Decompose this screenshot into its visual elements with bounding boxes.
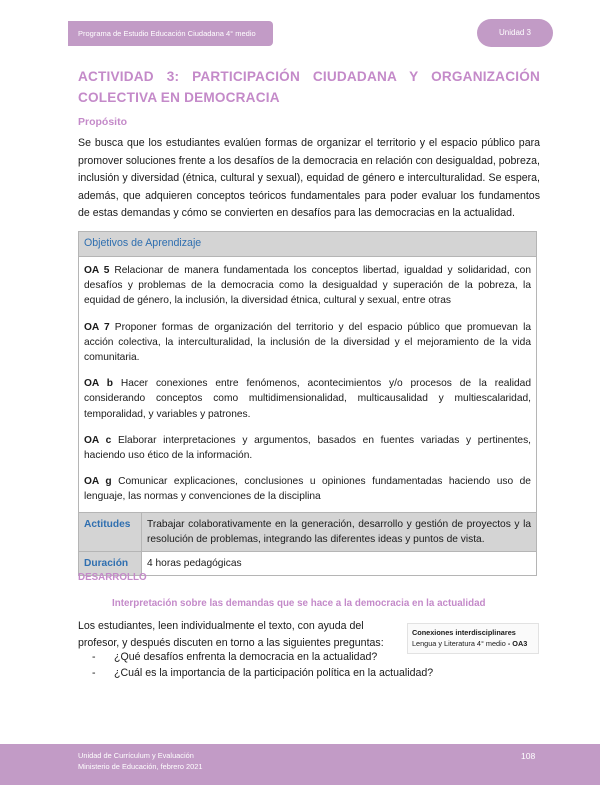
attitudes-label: Actitudes: [79, 512, 142, 551]
objective-text: Proponer formas de organización del territorio y del espacio público que promuevan la acción colectiva, la interculturalidad, la inclusión de la diversidad y el mejoramiento de la vida comunitaria.: [84, 321, 532, 364]
activity-title: ACTIVIDAD 3: PARTICIPACIÓN CIUDADANA Y ORGANIZACIÓN COLECTIVA EN DEMOCRACIA: [78, 69, 540, 105]
footer-ministry: Ministerio de Educación, febrero 2021: [78, 762, 203, 771]
objectives-heading: Objetivos de Aprendizaje: [79, 232, 537, 257]
unit-label: Unidad 3: [498, 28, 532, 37]
objective-code: OA 5: [84, 265, 110, 276]
objectives-list: [79, 257, 537, 513]
question-text: ¿Qué desafíos enfrenta la democracia en la actualidad?: [114, 651, 378, 663]
development-intro: Los estudiantes, leen individualmente el texto, con ayuda del profesor, y después discuten en torno a las siguientes preguntas:: [78, 620, 384, 649]
objective-text: Elaborar interpretaciones y argumentos, basados en fuentes variadas y pertinentes, haciendo uso ético de la información.: [84, 434, 531, 462]
question-text: ¿Cuál es la importancia de la participación política en la actualidad?: [114, 667, 434, 679]
objective-code: OA b: [84, 378, 114, 390]
development-heading: DESARROLLO: [78, 572, 147, 583]
interdisciplinary-connections-box: [407, 623, 539, 654]
objectives-table: [78, 231, 537, 576]
objective-item: [84, 263, 531, 309]
question-item: [92, 649, 433, 665]
purpose-text: Se busca que los estudiantes evalúen formas de organizar el territorio y el espacio público para promover soluciones frente a los desafíos de la democracia en relación con desigualdad, pobreza, inclusión y diversidad (étnica, cultural y sexual), equidad de género e interculturalidad. Se espera, además, que adquieren conceptos teóricos fundamentales para poder evaluar los fundamentos de estas demandas y cómo se convierten en desafíos para las democracias en la actualidad.: [78, 137, 540, 220]
purpose-heading: Propósito: [78, 116, 127, 128]
connections-detail: [412, 638, 534, 649]
duration-text: 4 horas pedagógicas: [142, 552, 537, 576]
connections-title: Conexiones interdisciplinares: [412, 628, 516, 637]
attitudes-text: Trabajar colaborativamente en la generación, desarrollo y gestión de proyectos y la resolución de problemas, integrando las diferentes ideas y puntos de vista.: [142, 512, 537, 551]
objective-item: [84, 474, 531, 504]
objective-item: [84, 433, 531, 463]
question-item: [92, 665, 433, 681]
footer-unit: Unidad de Currículum y Evaluación: [78, 751, 194, 760]
page-number: 108: [521, 751, 536, 761]
objective-text: Comunicar explicaciones, conclusiones u opiniones fundamentadas haciendo uso de lenguaje, las normas y convenciones de la disciplina: [84, 476, 531, 503]
bullet-dash: -: [92, 667, 96, 679]
objective-code: OA g: [84, 476, 112, 488]
objective-text: Hacer conexiones entre fenómenos, acontecimientos y/o procesos de la realidad considerando conceptos como multidimensionalidad, multicausalidad y multiescalaridad, temporalidad, y variables y patrones.: [84, 378, 531, 420]
objective-code: OA 7: [84, 321, 110, 333]
connections-code: - OA3: [507, 639, 528, 648]
unit-badge: [477, 19, 553, 47]
objective-text: Relacionar de manera fundamentada los conceptos libertad, igualdad y solidaridad, con desafíos y problemas de la democracia como la desigualdad y superación de la pobreza, la equidad de género, la inclusión, la diversidad étnica, cultural y sexual, entre otras: [84, 265, 531, 307]
development-subheading: Interpretación sobre las demandas que se hace a la democracia en la actualidad: [112, 598, 486, 609]
header-program-title: Programa de Estudio Educación Ciudadana 4° medio: [78, 29, 256, 38]
objective-code: OA c: [84, 434, 112, 446]
footer-bar: [0, 744, 600, 785]
connections-subject: Lengua y Literatura 4° medio: [412, 639, 506, 648]
bullet-dash: -: [92, 651, 96, 663]
questions-list: [92, 649, 433, 681]
objective-item: [84, 320, 531, 366]
objective-item: [84, 376, 531, 422]
header-program-bar: [68, 21, 273, 46]
duration-label: Duración: [79, 552, 142, 576]
